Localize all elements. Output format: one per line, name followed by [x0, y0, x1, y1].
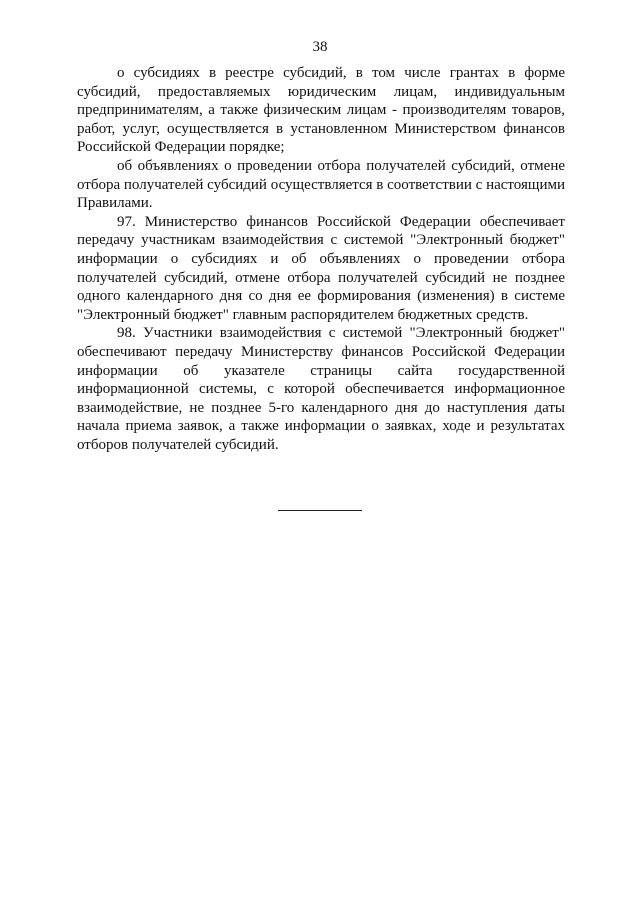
page-number: 38 — [312, 39, 328, 55]
paragraph-selection-announcements: об объявлениях о проведении отбора получателей субсидий, отмене отбора получателей субсидий осуществляется в соответствии с настоящими Правилами. — [77, 157, 565, 212]
paragraph-98: 98. Участники взаимодействия с системой "Электронный бюджет" обеспечивают передачу Министерству финансов Российской Федерации информации об указателе страницы сайта государственной информационной системы, с которой обеспечивается информационное взаимодействие, не позднее 5-го календарного дня до наступления даты начала приема заявок, а также информации о заявках, ходе и результатах отборов получателей субсидий. — [77, 325, 565, 453]
paragraph-subsidy-registry: о субсидиях в реестре субсидий, в том числе грантах в форме субсидий, предоставляемых юридическим лицам, индивидуальным предпринимателям, а также физическим лицам - производителям товаров, работ, услуг, осуществляется в установленном Министерством финансов Российской Федерации порядке; — [77, 65, 565, 156]
document-body — [77, 64, 565, 454]
end-separator-line — [278, 510, 362, 511]
paragraph-97: 97. Министерство финансов Российской Федерации обеспечивает передачу участникам взаимодействия с системой "Электронный бюджет" информации о субсидиях и об объявлениях о проведении отбора получателей субсидий, отмене отбора получателей субсидий не позднее одного календарного дня со дня ее формирования (изменения) в системе "Электронный бюджет" главным распорядителем бюджетных средств. — [77, 213, 565, 323]
